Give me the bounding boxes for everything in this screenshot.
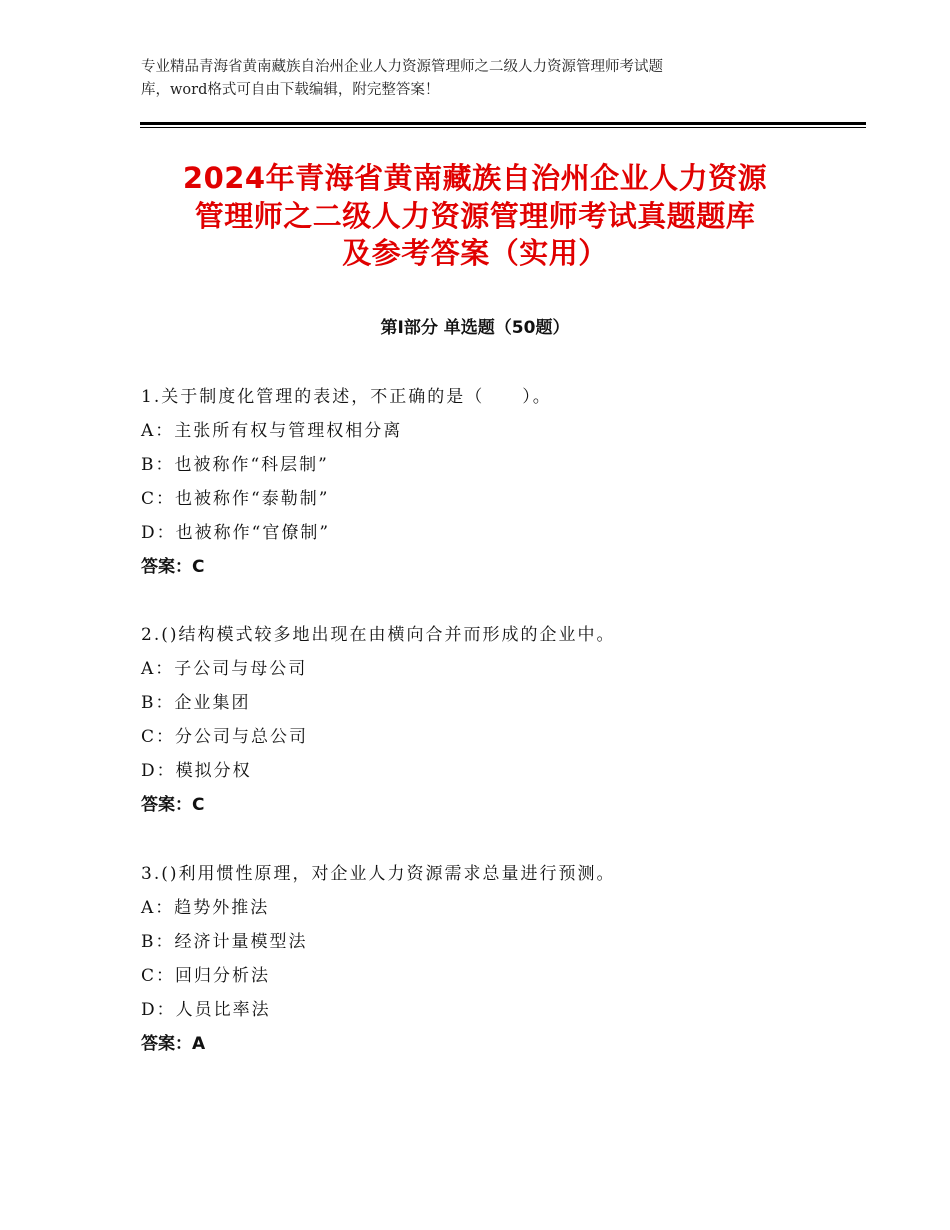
question-2 bbox=[141, 622, 841, 826]
answer: 答案：C bbox=[141, 795, 205, 815]
document-title-line-2: 管理师之二级人力资源管理师考试真题题库 bbox=[194, 198, 756, 233]
option-b: B：企业集团 bbox=[141, 693, 251, 713]
document-title bbox=[100, 160, 850, 273]
option-b: B：也被称作“科层制” bbox=[141, 455, 329, 475]
option-c: C：也被称作“泰勒制” bbox=[141, 489, 330, 509]
section-title: 第Ⅰ部分 单选题（50题） bbox=[380, 318, 570, 338]
question-stem: 3.()利用惯性原理，对企业人力资源需求总量进行预测。 bbox=[141, 864, 616, 884]
answer: 答案：A bbox=[141, 1034, 206, 1054]
option-c: C：分公司与总公司 bbox=[141, 727, 309, 747]
document-title-line-1: 2024年青海省黄南藏族自治州企业人力资源 bbox=[182, 161, 768, 195]
option-a: A：主张所有权与管理权相分离 bbox=[141, 421, 403, 441]
question-3 bbox=[141, 861, 841, 1065]
question-stem: 1.关于制度化管理的表述，不正确的是（ ）。 bbox=[141, 387, 552, 407]
header-note-line-1: 专业精品青海省黄南藏族自治州企业人力资源管理师之二级人力资源管理师考试题 bbox=[141, 59, 663, 75]
header-rule-thick bbox=[140, 122, 866, 125]
header-rule-thin bbox=[140, 127, 866, 128]
option-d: D：人员比率法 bbox=[141, 1000, 271, 1020]
answer: 答案：C bbox=[141, 557, 205, 577]
option-c: C：回归分析法 bbox=[141, 966, 271, 986]
option-d: D：也被称作“官僚制” bbox=[141, 523, 331, 543]
question-stem: 2.()结构模式较多地出现在由横向合并而形成的企业中。 bbox=[141, 625, 616, 645]
question-1 bbox=[141, 384, 841, 588]
option-a: A：子公司与母公司 bbox=[141, 659, 308, 679]
option-a: A：趋势外推法 bbox=[141, 898, 270, 918]
option-d: D：模拟分权 bbox=[141, 761, 252, 781]
document-title-line-3: 及参考答案（实用） bbox=[342, 236, 608, 270]
header-note bbox=[141, 56, 831, 102]
option-b: B：经济计量模型法 bbox=[141, 932, 308, 952]
header-note-line-2: 库，word格式可自由下载编辑，附完整答案！ bbox=[141, 82, 440, 98]
